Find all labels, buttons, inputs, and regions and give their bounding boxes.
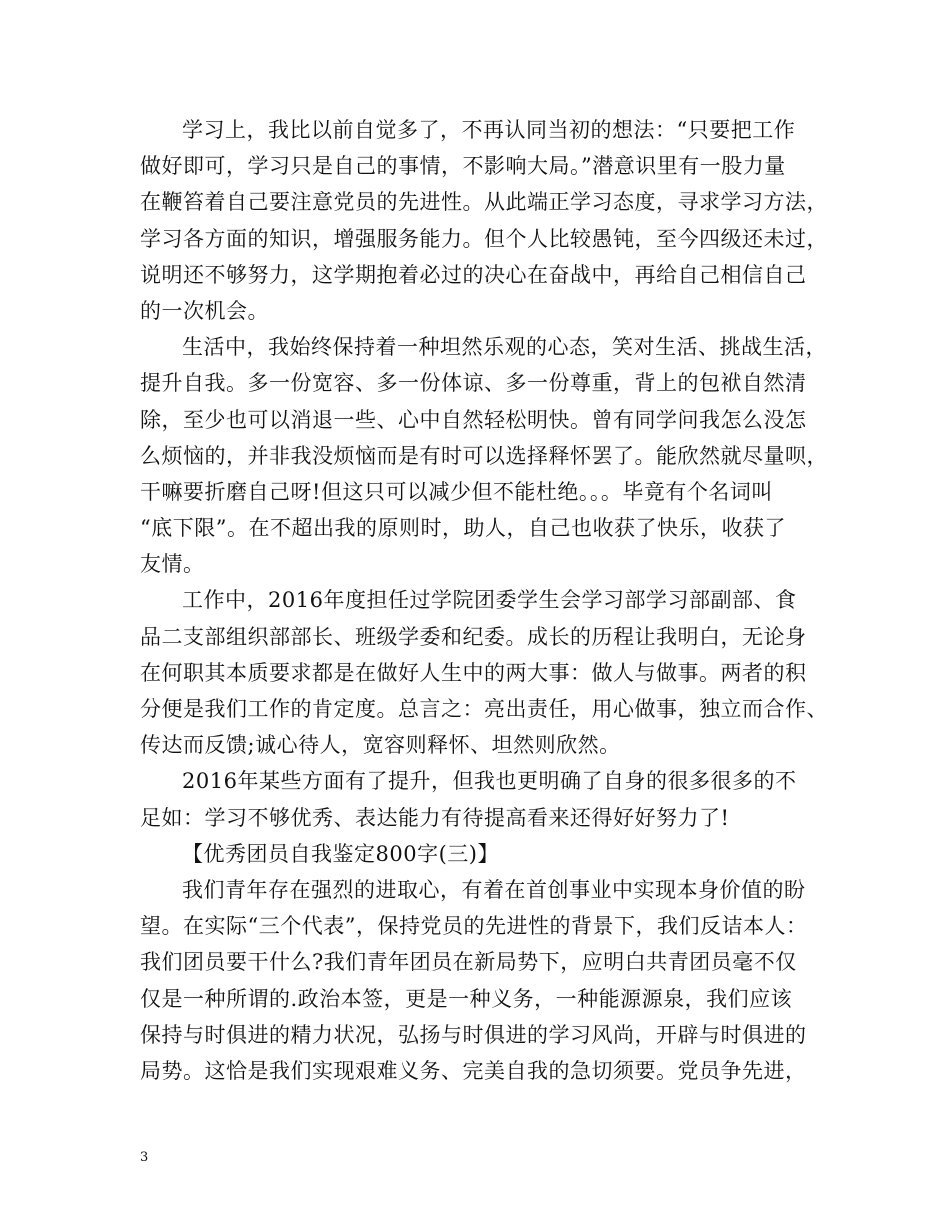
paragraph-youth-line-4: 仅是一种所谓的.政治本签，更是一种义务，一种能源源泉，我们应该 <box>140 986 793 1011</box>
paragraph-work-line-1: 工作中，2016年度担任过学院团委学生会学习部学习部副部、食 <box>182 588 797 613</box>
paragraph-summary-line-1: 2016年某些方面有了提升，但我也更明确了自身的很多很多的不 <box>182 769 797 794</box>
paragraph-study-line-1: 学习上，我比以前自觉多了，不再认同当初的想法：“只要把工作 <box>182 118 796 142</box>
section-heading: 【优秀团员自我鉴定800字(三)】 <box>182 841 499 866</box>
paragraph-work-line-5: 传达而反馈;诚心待人，宽容则释怀、坦然则欣然。 <box>140 733 621 758</box>
paragraph-study-line-6: 的一次机会。 <box>140 298 269 323</box>
paragraph-study-line-3: 在鞭笞着自己要注意党员的先进性。从此端正学习态度，寻求学习方法， <box>140 190 828 215</box>
paragraph-life-line-7: 友情。 <box>140 552 205 577</box>
page-number: 3 <box>140 1150 149 1165</box>
paragraph-life-line-5: 干嘛要折磨自己呀!但这只可以减少但不能杜绝。。。毕竟有个名词叫 <box>140 479 773 504</box>
paragraph-work-line-2: 品二支部组织部部长、班级学委和纪委。成长的历程让我明白，无论身 <box>140 624 807 649</box>
paragraph-life-line-6: “底下限”。在不超出我的原则时，助人，自己也收获了快乐，收获了 <box>140 516 786 541</box>
paragraph-summary-line-2: 足如：学习不够优秀、表达能力有待提高看来还得好好努力了! <box>140 805 730 830</box>
paragraph-youth-line-2: 望。在实际“三个代表”，保持党员的先进性的背景下，我们反诘本人： <box>140 914 808 939</box>
paragraph-work-line-4: 分便是我们工作的肯定度。总言之：亮出责任，用心做事，独立而合作、 <box>140 697 828 721</box>
paragraph-youth-line-1: 我们青年存在强烈的进取心，有着在首创事业中实现本身价值的盼 <box>182 877 806 902</box>
document-body <box>140 112 828 1089</box>
paragraph-life-line-3: 除，至少也可以消退一些、心中自然轻松明快。曾有同学问我怎么没怎 <box>140 407 807 432</box>
paragraph-youth-line-5: 保持与时俱进的精力状况，弘扬与时俱进的学习风尚，开辟与时俱进的 <box>140 1022 807 1047</box>
paragraph-life-line-2: 提升自我。多一份宽容、多一份体谅、多一份尊重，背上的包袱自然清 <box>140 371 807 396</box>
paragraph-life-line-4: 么烦恼的，并非我没烦恼而是有时可以选择释怀罢了。能欣然就尽量呗， <box>140 443 828 468</box>
paragraph-youth-line-6: 局势。这恰是我们实现艰难义务、完美自我的急切须要。党员争先进， <box>140 1058 807 1083</box>
paragraph-life-line-1: 生活中，我始终保持着一种坦然乐观的心态，笑对生活、挑战生活， <box>182 335 827 360</box>
paragraph-work-line-3: 在何职其本质要求都是在做好人生中的两大事：做人与做事。两者的积 <box>140 660 807 685</box>
paragraph-study-line-2: 做好即可，学习只是自己的事情，不影响大局。”潜意识里有一股力量 <box>140 154 786 179</box>
paragraph-youth-line-3: 我们团员要干什么?我们青年团员在新局势下，应明白共青团员毫不仅 <box>140 950 797 975</box>
paragraph-study-line-4: 学习各方面的知识，增强服务能力。但个人比较愚钝，至今四级还未过， <box>140 226 828 251</box>
paragraph-study-line-5: 说明还不够努力，这学期抱着必过的决心在奋战中，再给自己相信自己 <box>140 262 807 287</box>
